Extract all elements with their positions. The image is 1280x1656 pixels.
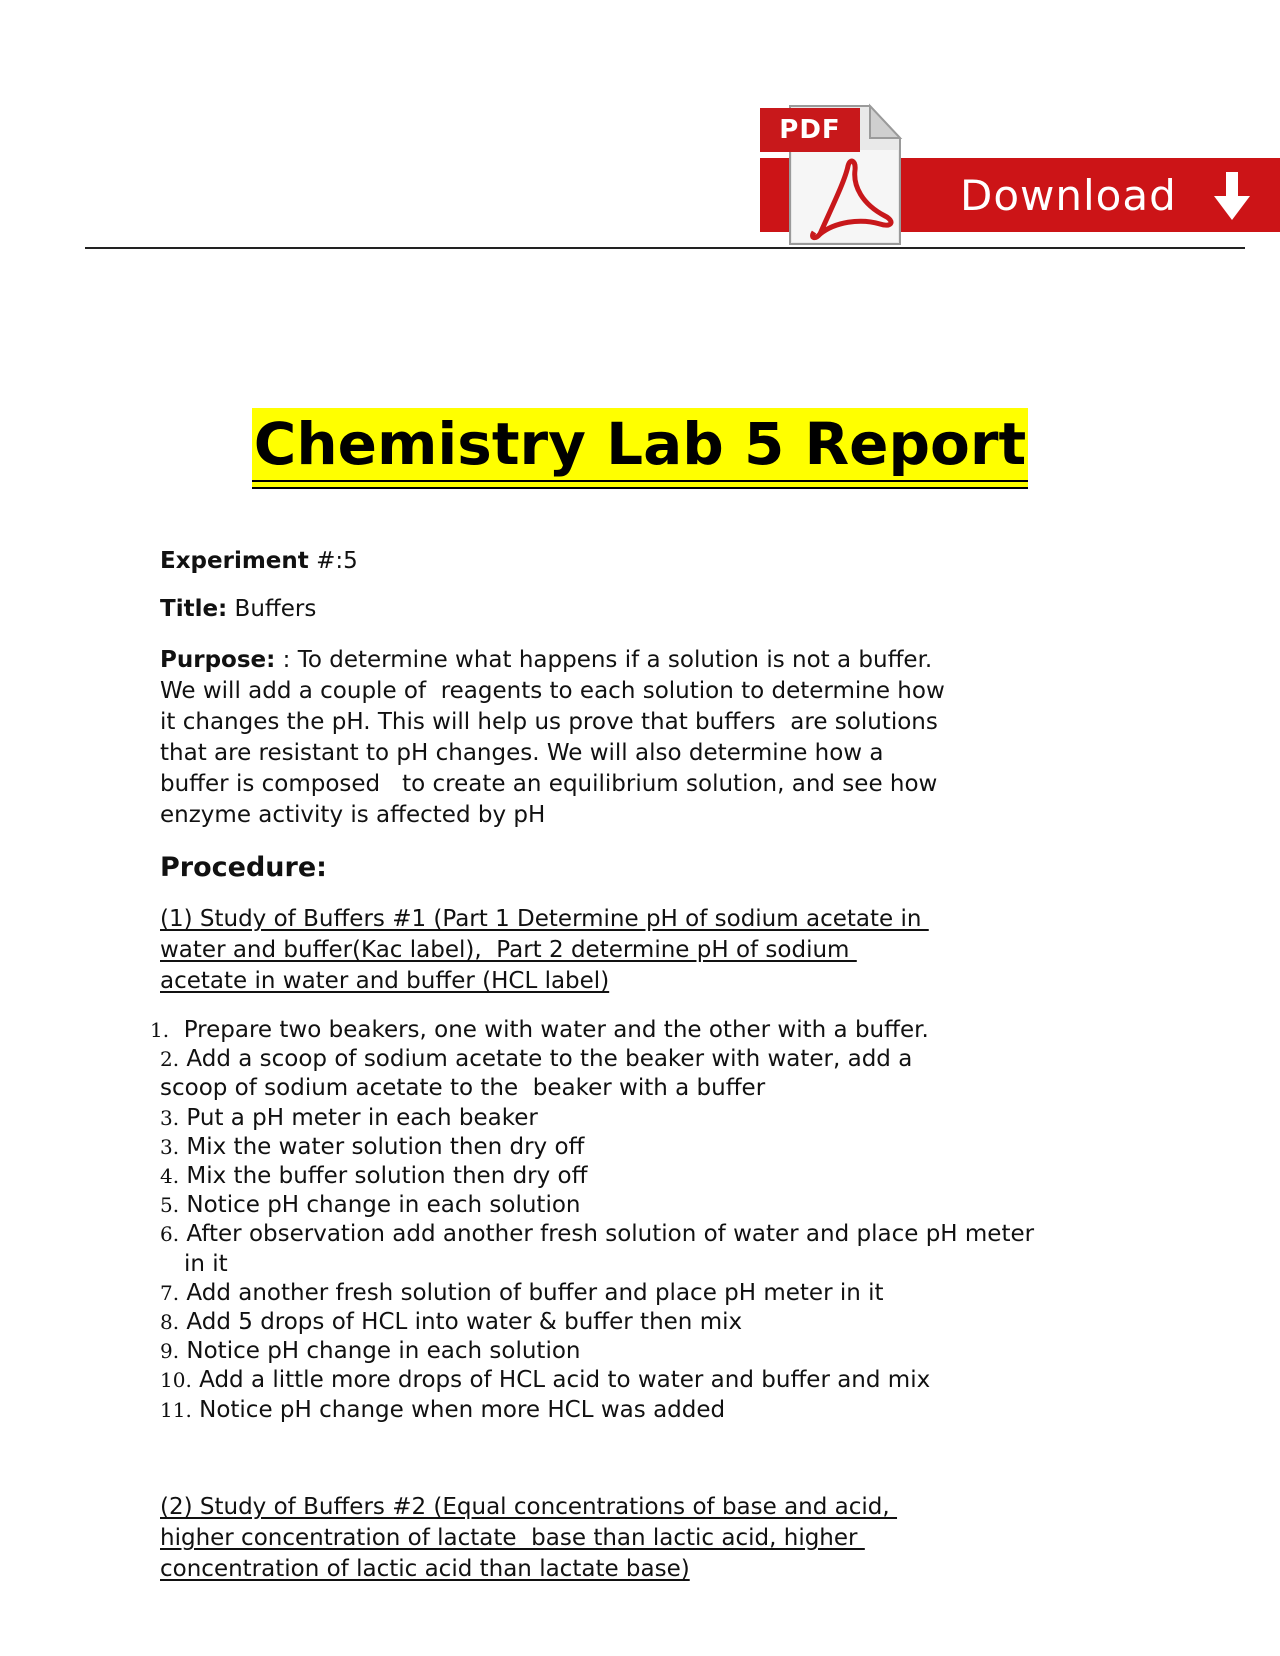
- purpose-line: We will add a couple of reagents to each solution to determine how: [160, 678, 945, 704]
- procedure-heading: Procedure:: [160, 852, 327, 883]
- purpose-text: : To determine what happens if a solution is not a buffer.: [275, 647, 933, 673]
- section2-heading: [160, 1492, 897, 1585]
- list-item: 4. Mix the buffer solution then dry off: [160, 1163, 588, 1190]
- purpose-line: it changes the pH. This will help us prove that buffers are solutions: [160, 709, 938, 735]
- section2-line: concentration of lactic acid than lactate base): [160, 1556, 690, 1582]
- experiment-field: [160, 546, 358, 577]
- list-item: 2. Add a scoop of sodium acetate to the beaker with water, add a: [160, 1046, 913, 1073]
- acrobat-icon: [800, 156, 900, 244]
- list-item: 3. Mix the water solution then dry off: [160, 1133, 585, 1160]
- list-item: 5. Notice pH change in each solution: [160, 1192, 581, 1219]
- section1-line: water and buffer(Kac label), Part 2 determine pH of sodium: [160, 937, 857, 963]
- list-item: 3. Put a pH meter in each beaker: [160, 1104, 538, 1131]
- purpose-line: that are resistant to pH changes. We will also determine how a: [160, 740, 884, 766]
- title-field: [160, 594, 316, 625]
- header-divider: [85, 247, 1245, 249]
- title-label: Title:: [160, 596, 228, 622]
- pdf-label: PDF: [760, 108, 860, 152]
- purpose-line: enzyme activity is affected by pH: [160, 802, 546, 828]
- procedure-steps: [150, 1016, 1034, 1425]
- section2-line: (2) Study of Buffers #2 (Equal concentrations of base and acid,: [160, 1494, 898, 1520]
- list-item: 9. Notice pH change in each solution: [160, 1338, 581, 1365]
- experiment-label: Experiment: [160, 548, 309, 574]
- purpose-line: [160, 645, 945, 676]
- list-item: 11. Notice pH change when more HCL was added: [160, 1396, 726, 1423]
- download-label[interactable]: Download: [960, 171, 1177, 220]
- title-container: [0, 408, 1280, 482]
- list-item-continuation: scoop of sodium acetate to the beaker with a buffer: [160, 1075, 766, 1102]
- list-item: 6. After observation add another fresh solution of water and place pH meter: [160, 1221, 1035, 1248]
- title-value: Buffers: [227, 596, 317, 622]
- list-item-continuation: in it: [184, 1250, 228, 1277]
- page-title: Chemistry Lab 5 Report: [252, 408, 1028, 482]
- section1-line: (1) Study of Buffers #1 (Part 1 Determine pH of sodium acetate in: [160, 906, 929, 932]
- list-item: 10. Add a little more drops of HCL acid to water and buffer and mix: [160, 1367, 931, 1394]
- pdf-file-icon: [760, 98, 910, 248]
- purpose-line: buffer is composed to create an equilibrium solution, and see how: [160, 771, 938, 797]
- list-item: 7. Add another fresh solution of buffer and place pH meter in it: [160, 1279, 884, 1306]
- experiment-value: #:5: [308, 548, 358, 574]
- list-item: 8. Add 5 drops of HCL into water & buffer then mix: [160, 1309, 743, 1336]
- section2-line: higher concentration of lactate base than lactic acid, higher: [160, 1525, 865, 1551]
- list-item: 1. Prepare two beakers, one with water and the other with a buffer.: [150, 1017, 929, 1043]
- download-arrow-icon[interactable]: [1210, 168, 1254, 224]
- purpose-field: [160, 645, 945, 831]
- purpose-label: Purpose:: [160, 647, 276, 673]
- section1-heading: [160, 904, 929, 997]
- section1-line: acetate in water and buffer (HCL label): [160, 968, 610, 994]
- download-banner[interactable]: [760, 98, 1280, 248]
